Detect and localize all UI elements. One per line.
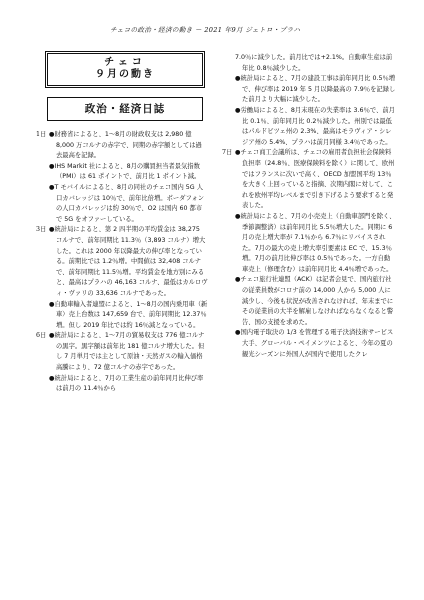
- diary-entry: [36, 225, 208, 331]
- entry-body: [49, 225, 208, 331]
- diary-entry: [222, 53, 396, 148]
- entry-paragraph: ●チェコ旅行社連盟（ACK）は記者会見で、国内旅行社の従業員数がコロナ前の 14,000 人から 5,000 人に減少し、今後も状況が改善されなければ、年末までにその従業員の大半を解雇しなければならなくなると警告、国の支援を求めた。: [235, 276, 394, 326]
- entry-paragraph: ●統計局によると、7月の小売売上（自動車部門を除く、季節調整済）は前年同月比 5.5％増大した。同期に 6 月の売上増大率が 7.1％から 6.7％にリバイスされた。7月の最大の売上増大率引要素は EC で、15.3％増。7月の前月比伸び率は 0.5％であった。一方自動車売上（修理含む）は前年同月比 4.4％増であった。: [235, 212, 396, 273]
- entry-paragraph: ●財務省によると、1～8月の財政収支は 2,980 億 8,000 万コルナの赤字で、同期の赤字額としては過去最高を記録。: [49, 131, 202, 160]
- page-title: [47, 53, 203, 86]
- entry-paragraph: ●自動車輸入者連盟によると、1～8月の国内乗用車（新車）売上台数は 147,659 台で、前年同期比 12.37％増。但し 2019 年比では約 16％減となっている。: [49, 300, 208, 329]
- diary-entry: [36, 130, 208, 225]
- entry-date: 6日: [36, 332, 47, 340]
- entry-paragraph: ●チェコ商工会議所は、チェコの雇用者負担社会保険料負担率（24.8％、医療保険料を除く）に関して、欧州ではフランスに次いで高く、OECD 加盟国平均 13％を大きく上回っていると指摘、次期内閣に対して、これを欧州平均レベルまで引き下げるよう要求すると発表した。: [235, 149, 395, 210]
- entry-date: 1日: [36, 131, 47, 138]
- entry-paragraph: ●統計局によると、第 2 四半期の平均賃金は 38,275 コルナで、前年同期比 11.3％（3,893 コルナ）増大した。これは 2000 年以降最大の伸び率となっている。前期比では 1.2％増。中間値は 32,408 コルナで、前年同期比 11.5％増。平均賃金を地方別にみると、最高はプラハの 46,163 コルナ、最低はカルロヴィ・ヴァリの 33,636 コルナであった。: [49, 226, 208, 297]
- entry-date: [222, 53, 235, 148]
- entry-body: [235, 148, 396, 360]
- entry-paragraph: ●T モバイルによると、8月の同社のチェコ国内 5G 人口カバレッジは 10％で、前年比倍増。ボーダフォンの人口カバレッジは約 30％で、O2 は国内 60 都市で 5G をオファーしている。: [49, 183, 205, 223]
- entry-paragraph: ●国内電子取決の 1/3 を管理する電子決済技術サービス大手、グローバル・ペイメンツによると、今年の夏の観光シーズンに外国人が国内で使用したクレ: [235, 329, 394, 358]
- page-header: チェコの政治・経済の動き － 2021 年9月 ジェトロ・プラハ: [110, 26, 301, 34]
- entry-paragraph: ●IHS Markit 社によると、8月の購買担当者景気指数（PMI）は 61 ポイントで、前月比 1 ポイント減。: [49, 162, 201, 181]
- right-column: [222, 53, 396, 360]
- entry-paragraph: ●統計局によると、1～7月の貿易収支は 776 億コルナの黒字。黒字額は前年比 181 億コルナ増大した。但し 7 月単月では主として原油・天然ガスの輸入価格高騰により、72 億コルナの赤字であった。: [49, 332, 205, 372]
- diary-entry: [36, 331, 208, 395]
- page-title-month: ９月の動き: [95, 69, 155, 80]
- left-column: [36, 130, 208, 395]
- entry-body: [49, 331, 208, 395]
- entry-paragraph: ●統計局によると、7月の建設工事は前年同月比 0.5％増で、伸び率は 2019 年 5 月以降最高の 7.9％を記録した前月より大幅に減少した。: [235, 75, 396, 104]
- diary-entry: [222, 148, 396, 360]
- page-title-country: チェコ: [104, 57, 146, 68]
- entry-paragraph: 7.0％に減少した。前月比では+2.1%。自動車生産は前年比 0.8％減少した。: [235, 54, 393, 72]
- entry-date: 7日: [222, 149, 233, 157]
- entry-body: [49, 130, 208, 225]
- entry-paragraph: ●統計局によると、7月の工業生産の前年同月比伸び率は前月の 11.4％から: [49, 374, 204, 393]
- entry-body: [235, 53, 396, 148]
- section-title: 政治・経済日誌: [47, 97, 203, 121]
- entry-paragraph: ●労働局によると、8月末現在の失業率は 3.6％で、前月比 0.1％、前年同月比 0.2％減少した。州別では最低はパルドビツェ州の 2.3%、最高はモラヴィア・シレジア州の 5.4%、プラハは前月同様 3.4％であった。: [235, 106, 395, 146]
- entry-date: 3日: [36, 226, 47, 234]
